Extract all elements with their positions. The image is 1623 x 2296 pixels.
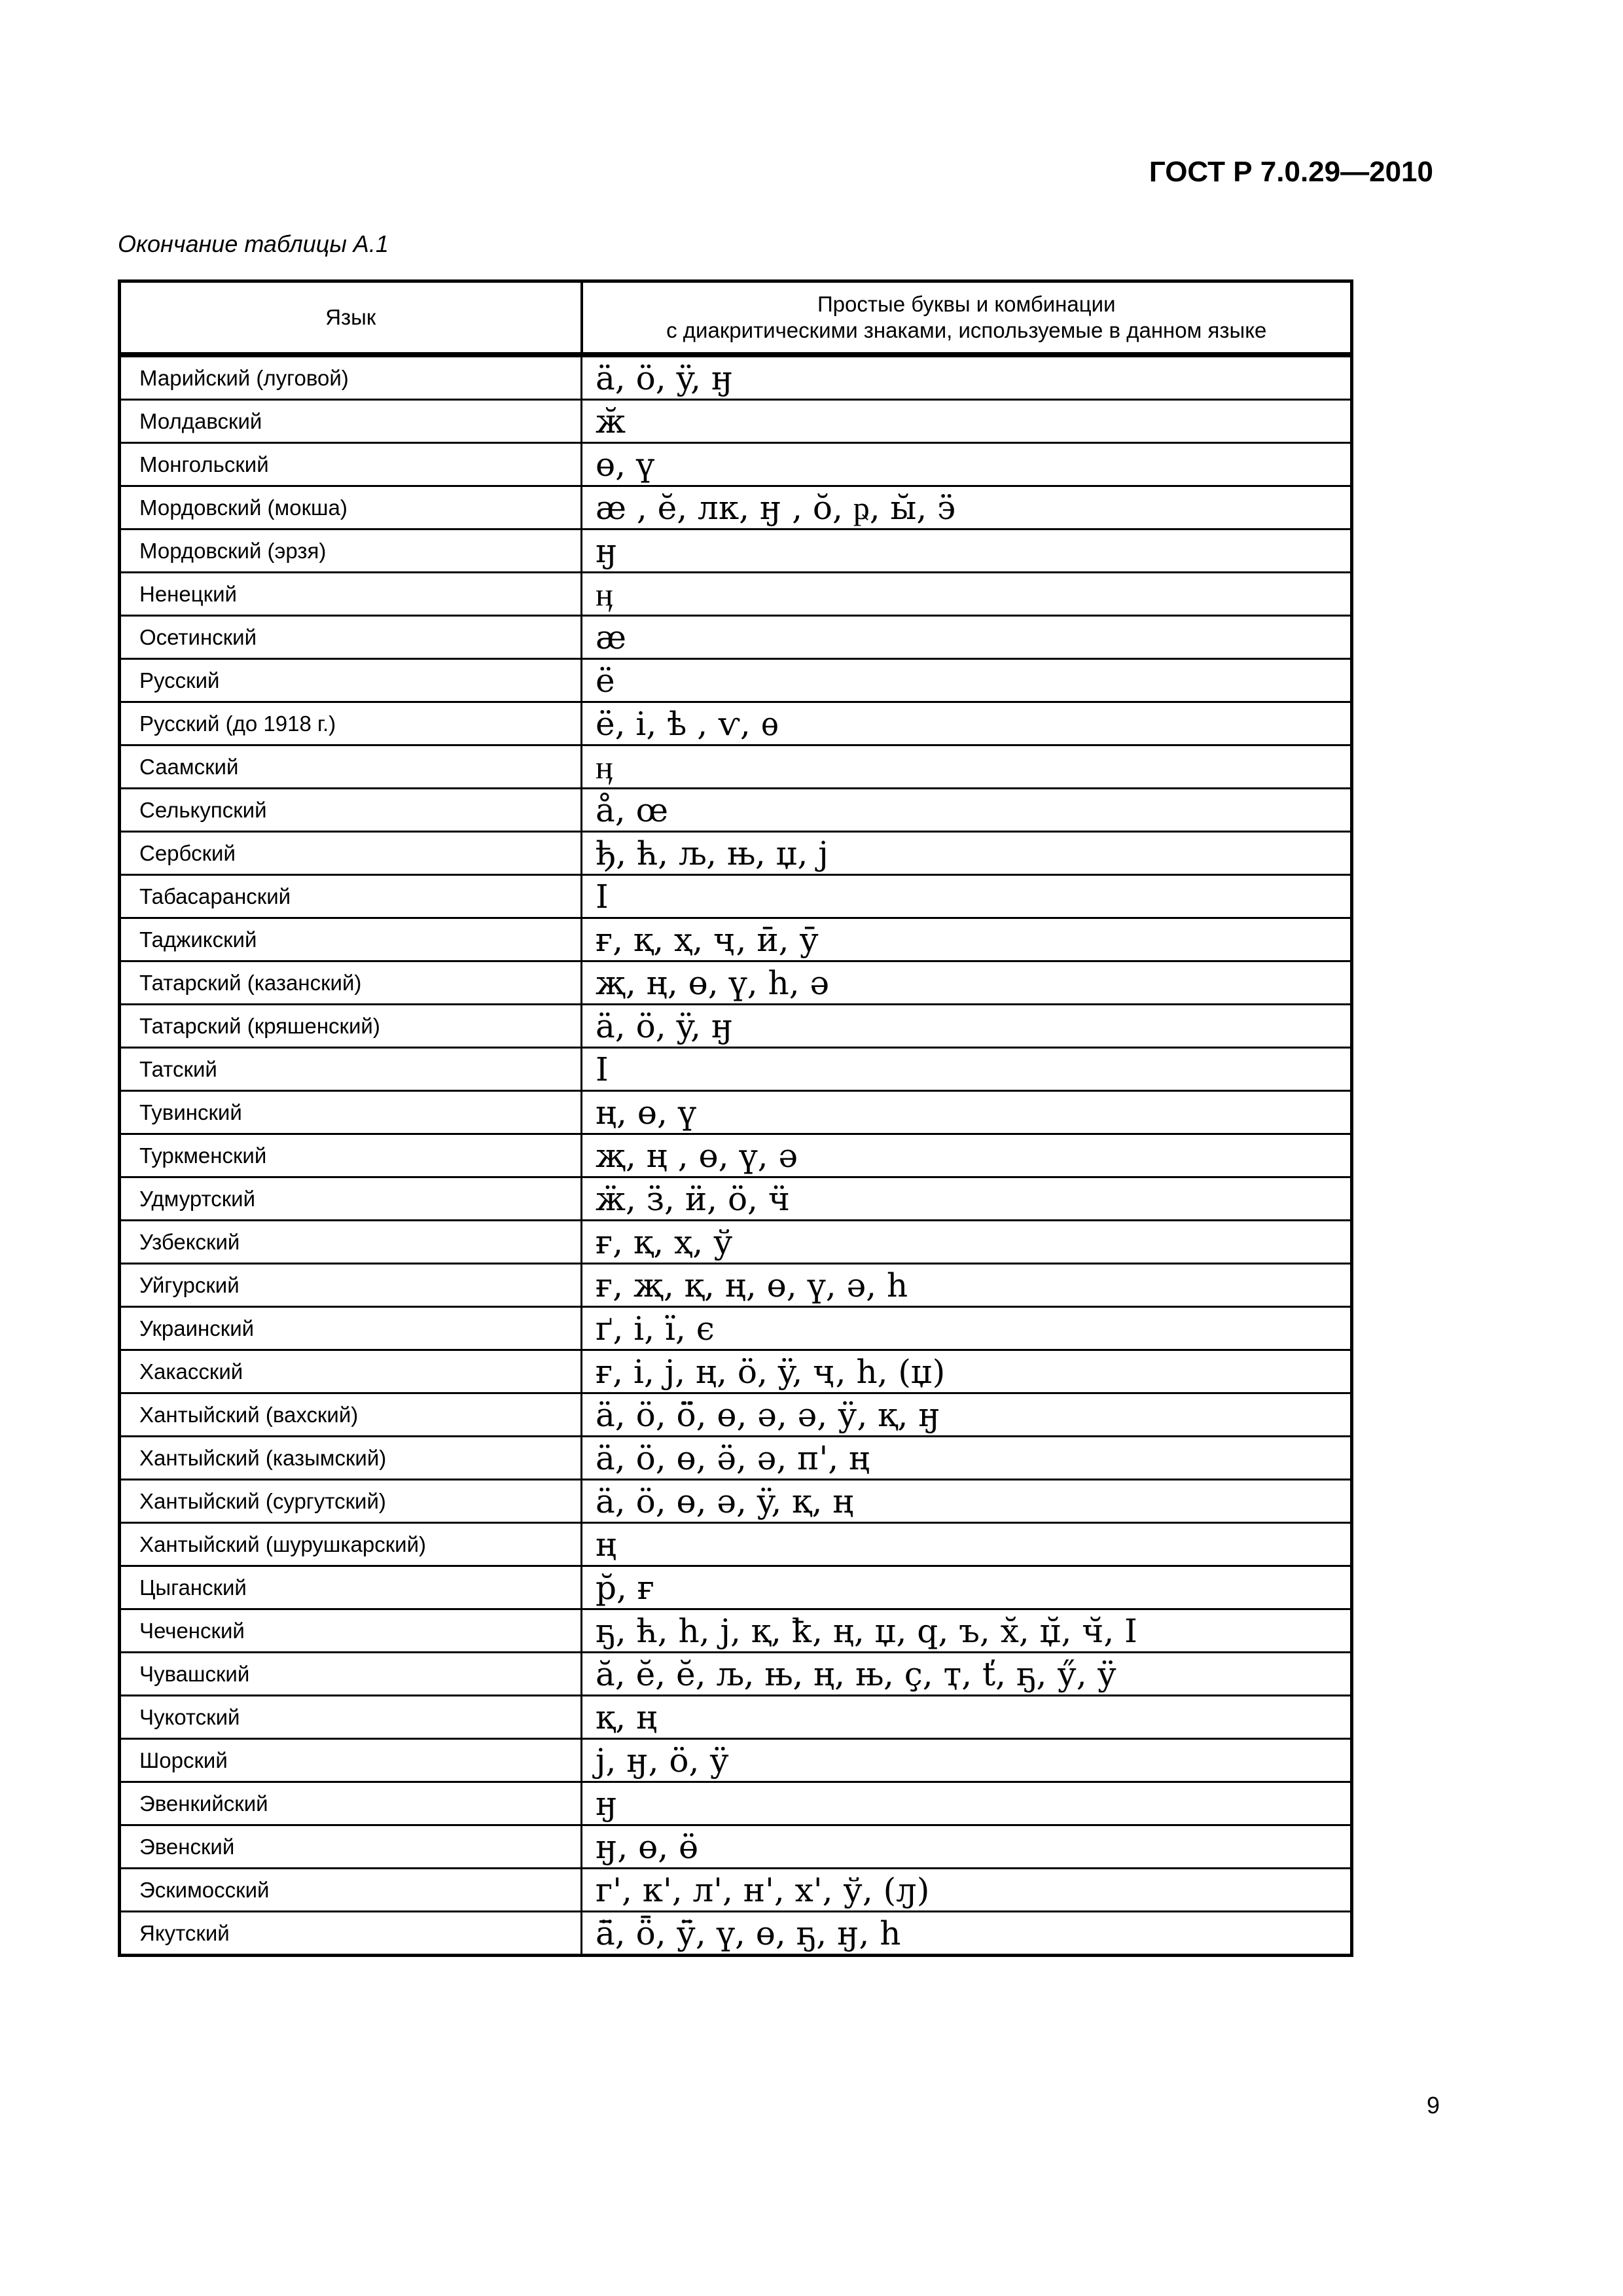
table-row: [120, 1437, 1352, 1480]
language-name-cell: Татарский (казанский): [120, 961, 582, 1005]
table-row: [120, 875, 1352, 918]
language-name-cell: Эвенкийский: [120, 1782, 582, 1825]
language-name-cell: Саамский: [120, 745, 582, 789]
language-name-cell: Таджикский: [120, 918, 582, 961]
language-letters-cell: ғ, җ, қ, ң, ө, ү, ә, һ: [582, 1264, 1352, 1307]
table-row: [120, 400, 1352, 443]
language-letters-cell: ä, ӧ, ө, ә, ÿ, қ, ң: [582, 1480, 1352, 1523]
table-row: [120, 1696, 1352, 1739]
table-row: [120, 1134, 1352, 1177]
language-letters-cell: Ӏ: [582, 1048, 1352, 1091]
language-name-cell: Шорский: [120, 1739, 582, 1782]
table-row: [120, 1782, 1352, 1825]
table-row: [120, 789, 1352, 832]
table-row: [120, 1307, 1352, 1350]
table-row: [120, 1221, 1352, 1264]
language-name-cell: Мордовский (мокша): [120, 486, 582, 529]
language-letters-cell: ӝ, ӟ, ӥ, ӧ, ӵ: [582, 1177, 1352, 1221]
language-letters-cell: ä, ӧ, ө, ӛ, ә, п', ң: [582, 1437, 1352, 1480]
language-name-cell: Эвенский: [120, 1825, 582, 1869]
language-name-cell: Ненецкий: [120, 573, 582, 616]
language-letters-cell: ң, ө, ү: [582, 1091, 1352, 1134]
document-code: ГОСТ Р 7.0.29—2010: [1149, 156, 1433, 188]
table-row: [120, 443, 1352, 486]
language-name-cell: Марийский (луговой): [120, 355, 582, 400]
table-caption: Окончание таблицы А.1: [118, 230, 389, 257]
table-row: [120, 832, 1352, 875]
language-letters-cell: ä, ö, ÿ, ӈ: [582, 1005, 1352, 1048]
header-letters-line2: с диакритическими знаками, используемые в данном языке: [666, 318, 1267, 342]
language-name-cell: Эскимосский: [120, 1869, 582, 1912]
language-name-cell: Хантыйский (сургутский): [120, 1480, 582, 1523]
table-row: [120, 355, 1352, 400]
language-name-cell: Украинский: [120, 1307, 582, 1350]
table-row: [120, 1912, 1352, 1956]
language-name-cell: Мордовский (эрзя): [120, 529, 582, 573]
language-name-cell: Хакасский: [120, 1350, 582, 1393]
language-letters-cell: ӑ, ӗ, ĕ, љ, њ, ң, њ, ҫ, ҭ, ť, ҕ, ӳ, ӱ: [582, 1653, 1352, 1696]
language-letters-cell: ӈ: [582, 1782, 1352, 1825]
language-name-cell: Чукотский: [120, 1696, 582, 1739]
table-row: [120, 1177, 1352, 1221]
table-row: [120, 1653, 1352, 1696]
table-row: [120, 961, 1352, 1005]
language-letters-cell: ҕ, ћ, һ, ј, қ, ҟ, ң, џ, ԛ, ъ, х̆, џ̆, ч̆, Ӏ: [582, 1609, 1352, 1653]
table-header-row: [120, 281, 1352, 355]
language-name-cell: Якутский: [120, 1912, 582, 1956]
language-letters-cell: ä, ö, ÿ, ӈ: [582, 355, 1352, 400]
language-name-cell: Селькупский: [120, 789, 582, 832]
table-row: [120, 1869, 1352, 1912]
table-row: [120, 1480, 1352, 1523]
language-name-cell: Табасаранский: [120, 875, 582, 918]
language-name-cell: Монгольский: [120, 443, 582, 486]
table-row: [120, 1825, 1352, 1869]
language-letters-cell: ӂ: [582, 400, 1352, 443]
language-name-cell: Татарский (кряшенский): [120, 1005, 582, 1048]
language-name-cell: Сербский: [120, 832, 582, 875]
table-row: [120, 1264, 1352, 1307]
table-row: [120, 1523, 1352, 1566]
header-language: Язык: [120, 281, 582, 355]
table-row: [120, 702, 1352, 745]
language-letters-cell: р̆, ғ: [582, 1566, 1352, 1609]
language-name-cell: Тувинский: [120, 1091, 582, 1134]
table-body: [120, 355, 1352, 1956]
language-letters-cell: å, œ: [582, 789, 1352, 832]
header-letters-line1: Простые буквы и комбинации: [817, 292, 1116, 316]
language-letters-table: [118, 279, 1353, 1957]
language-letters-cell: ӊ: [582, 573, 1352, 616]
language-name-cell: Узбекский: [120, 1221, 582, 1264]
language-letters-cell: ґ, і, ї, є: [582, 1307, 1352, 1350]
language-letters-cell: ғ, қ, ҳ, ҷ, ӣ, ӯ: [582, 918, 1352, 961]
language-letters-cell: ӈ, ө, ӫ: [582, 1825, 1352, 1869]
table-row: [120, 1048, 1352, 1091]
language-letters-cell: ө, ү: [582, 443, 1352, 486]
table-row: [120, 1566, 1352, 1609]
table-row: [120, 573, 1352, 616]
language-letters-cell: қ, ң: [582, 1696, 1352, 1739]
table-row: [120, 659, 1352, 702]
language-name-cell: Хантыйский (шурушкарский): [120, 1523, 582, 1566]
language-letters-cell: ӊ: [582, 745, 1352, 789]
table-row: [120, 486, 1352, 529]
language-name-cell: Удмуртский: [120, 1177, 582, 1221]
language-name-cell: Русский: [120, 659, 582, 702]
table-row: [120, 1350, 1352, 1393]
language-letters-cell: ј, ӈ, ӧ, ӱ: [582, 1739, 1352, 1782]
language-name-cell: Чеченский: [120, 1609, 582, 1653]
header-letters: [582, 281, 1352, 355]
language-name-cell: Уйгурский: [120, 1264, 582, 1307]
table-row: [120, 918, 1352, 961]
language-letters-cell: җ, ң , ө, ү, ә: [582, 1134, 1352, 1177]
table-row: [120, 529, 1352, 573]
language-name-cell: Цыганский: [120, 1566, 582, 1609]
language-name-cell: Хантыйский (вахский): [120, 1393, 582, 1437]
table-row: [120, 1091, 1352, 1134]
language-letters-cell: ӈ: [582, 529, 1352, 573]
language-letters-cell: г', к', л', н', х', ў, (ԓ): [582, 1869, 1352, 1912]
language-letters-cell: ё, і, ѣ , ѵ, ѳ: [582, 702, 1352, 745]
table-row: [120, 616, 1352, 659]
language-letters-cell: ғ, і, ј, ң, ö, ÿ, ҷ, һ, (џ): [582, 1350, 1352, 1393]
language-letters-cell: ӕ , ĕ, лк, ӈ , ŏ, ҏ, ы̆, ӭ: [582, 486, 1352, 529]
language-letters-cell: ғ, қ, ҳ, ў: [582, 1221, 1352, 1264]
language-name-cell: Чувашский: [120, 1653, 582, 1696]
table-row: [120, 1393, 1352, 1437]
table-row: [120, 1005, 1352, 1048]
language-letters-cell: ä, ö, ӧ̈, ө, ә, ә, ӱ, қ, ӈ: [582, 1393, 1352, 1437]
language-name-cell: Татский: [120, 1048, 582, 1091]
table-row: [120, 1739, 1352, 1782]
language-letters-cell: ā̈, ȫ, ӱ̄, ү, ө, ҕ, ӈ, һ: [582, 1912, 1352, 1956]
language-letters-cell: ӕ: [582, 616, 1352, 659]
table-row: [120, 1609, 1352, 1653]
language-letters-cell: ё: [582, 659, 1352, 702]
language-name-cell: Осетинский: [120, 616, 582, 659]
page-number: 9: [1426, 2092, 1440, 2119]
language-name-cell: Хантыйский (казымский): [120, 1437, 582, 1480]
language-name-cell: Туркменский: [120, 1134, 582, 1177]
language-letters-cell: ң: [582, 1523, 1352, 1566]
language-letters-cell: ђ, ћ, љ, њ, џ, ј: [582, 832, 1352, 875]
language-name-cell: Русский (до 1918 г.): [120, 702, 582, 745]
language-letters-cell: җ, ң, ө, ү, һ, ә: [582, 961, 1352, 1005]
table-row: [120, 745, 1352, 789]
language-letters-cell: Ӏ: [582, 875, 1352, 918]
language-name-cell: Молдавский: [120, 400, 582, 443]
